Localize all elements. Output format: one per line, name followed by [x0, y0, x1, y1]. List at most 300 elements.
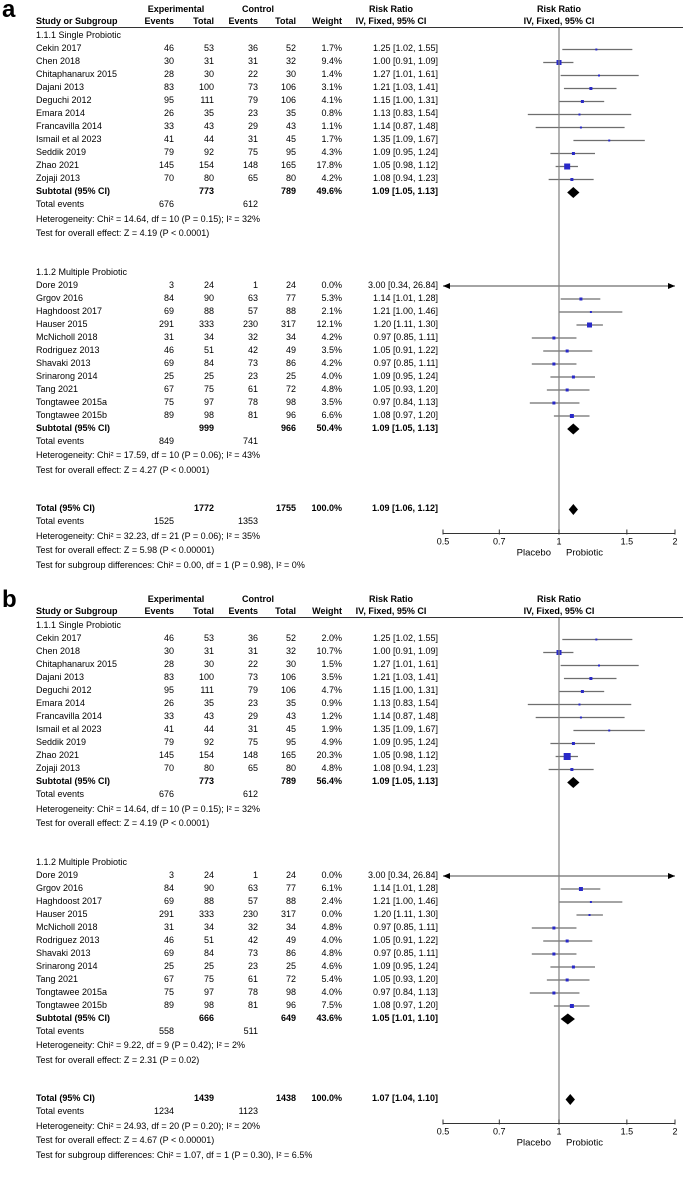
total-events-ctrl: 741	[242, 435, 258, 446]
axis-tick-label: 0.5	[436, 536, 450, 547]
axis-tick-label: 2	[672, 1126, 678, 1137]
exp-total: 92	[203, 147, 214, 157]
ctrl-total: 1438	[275, 1093, 296, 1103]
study-row	[0, 160, 685, 173]
exp-events: 46	[163, 344, 174, 355]
ctrl-total: 43	[285, 711, 296, 721]
study-row	[0, 961, 685, 974]
study-name: Francavilla 2014	[36, 711, 103, 721]
subtotal-row	[0, 1013, 685, 1026]
total-events-row	[0, 1026, 685, 1041]
total-events-row	[0, 516, 685, 531]
exp-events: 70	[163, 173, 174, 183]
study-row	[0, 397, 685, 410]
weight: 3.1%	[321, 82, 342, 92]
study-name: McNicholl 2018	[36, 921, 98, 932]
ctrl-events: 29	[247, 711, 258, 721]
ctrl-total: 34	[285, 921, 296, 932]
subgroup-title	[0, 620, 685, 633]
weight: 3.5%	[321, 396, 342, 407]
exp-total: 34	[203, 331, 214, 342]
ctrl-total: 106	[280, 685, 296, 695]
study-name: Subtotal (95% CI)	[36, 422, 111, 433]
weight: 4.6%	[321, 960, 342, 971]
risk-ratio-plot-header: Risk Ratio	[536, 4, 581, 14]
ctrl-total: 95	[285, 737, 296, 747]
ctrl-total: 34	[285, 331, 296, 342]
study-name: Dajani 2013	[36, 82, 85, 92]
rr-ci-text: 1.05 [0.98, 1.12]	[372, 750, 438, 760]
study-name: Zojaji 2013	[36, 763, 81, 773]
ctrl-events: 29	[247, 121, 258, 131]
exp-total: 154	[198, 750, 214, 760]
study-name: Tongtawee 2015b	[36, 409, 108, 420]
exp-events: 67	[163, 973, 174, 984]
column-group-header-row	[0, 594, 685, 605]
weight: 4.2%	[321, 357, 342, 368]
ctrl-events: 61	[247, 383, 258, 394]
total-row	[0, 503, 685, 516]
exp-events: 89	[163, 409, 174, 420]
exp-total: 333	[198, 908, 214, 919]
exp-events: 30	[163, 646, 174, 656]
axis-tick-label: 0.7	[493, 536, 506, 547]
ctrl-total: 30	[285, 69, 296, 79]
study-name: Rodriguez 2013	[36, 344, 100, 355]
ctrl-total: 317	[280, 318, 296, 329]
weight: 9.4%	[321, 56, 342, 66]
exp-events: 46	[163, 43, 174, 53]
exp-total: 35	[203, 108, 214, 118]
weight: 4.3%	[321, 147, 342, 157]
study-row	[0, 69, 685, 82]
heterogeneity-line	[0, 1040, 685, 1055]
risk-ratio-column-header: Risk Ratio	[368, 4, 413, 14]
study-row	[0, 987, 685, 1000]
rr-ci-text: 0.97 [0.84, 1.13]	[372, 986, 438, 997]
rr-ci-text: 1.20 [1.11, 1.30]	[373, 318, 438, 329]
overall-effect-line-text: Test for overall effect: Z = 2.31 (P = 0.02)	[36, 1054, 200, 1065]
study-name: Deguchi 2012	[36, 685, 92, 695]
study-row	[0, 685, 685, 698]
ctrl-total: 86	[285, 357, 296, 368]
rr-ci-text: 1.15 [1.00, 1.31]	[372, 685, 438, 695]
exp-events: 3	[168, 869, 174, 880]
weight: 5.4%	[321, 973, 342, 984]
weight: 3.5%	[321, 672, 342, 682]
study-name: Tang 2021	[36, 383, 79, 394]
total-events-row	[0, 789, 685, 804]
weight: 12.1%	[316, 318, 342, 329]
weight: 3.5%	[321, 344, 342, 355]
ctrl-total: 30	[285, 659, 296, 669]
study-name: Ismail et al 2023	[36, 134, 102, 144]
ctrl-total: 1755	[275, 503, 296, 513]
ctrl-events: 75	[247, 737, 258, 747]
exp-events: 41	[163, 134, 174, 144]
ctrl-events: 36	[247, 43, 258, 53]
exp-events-header: Events	[144, 16, 174, 26]
weight: 4.1%	[321, 95, 342, 105]
ctrl-total: 88	[285, 895, 296, 906]
rr-ci-text: 1.08 [0.94, 1.23]	[372, 173, 438, 183]
weight: 0.9%	[321, 698, 342, 708]
study-name: Seddik 2019	[36, 737, 87, 747]
exp-total: 333	[198, 318, 214, 329]
ctrl-total: 72	[285, 973, 296, 984]
study-row	[0, 371, 685, 384]
rr-ci-text: 1.09 [1.05, 1.13]	[371, 422, 438, 433]
study-row	[0, 293, 685, 306]
study-name: Srinarong 2014	[36, 370, 98, 381]
ctrl-events-header: Events	[228, 16, 258, 26]
exp-events: 3	[168, 279, 174, 290]
exp-events: 33	[163, 121, 174, 131]
exp-events: 33	[163, 711, 174, 721]
weight: 1.1%	[321, 121, 342, 131]
ctrl-events: 23	[247, 108, 258, 118]
heterogeneity-line-text: Heterogeneity: Chi² = 14.64, df = 10 (P = 0.15); I² = 32%	[36, 213, 260, 224]
ctrl-total: 77	[285, 292, 296, 303]
subtotal-row	[0, 186, 685, 199]
exp-events: 25	[163, 370, 174, 381]
exp-events: 69	[163, 947, 174, 958]
exp-events: 95	[163, 95, 174, 105]
ctrl-total: 25	[285, 960, 296, 971]
total-events-row	[0, 1106, 685, 1121]
ctrl-events: 230	[242, 908, 258, 919]
overall-effect-line	[0, 228, 685, 243]
study-row	[0, 82, 685, 95]
plot-method-header: IV, Fixed, 95% CI	[523, 16, 595, 26]
ctrl-events: 42	[247, 934, 258, 945]
exp-events: 26	[163, 698, 174, 708]
total-events-label: Total events	[36, 1106, 85, 1116]
study-name: Subtotal (95% CI)	[36, 186, 111, 196]
rr-method-header: IV, Fixed, 95% CI	[355, 606, 427, 616]
exp-events: 70	[163, 763, 174, 773]
exp-total: 1772	[193, 503, 214, 513]
rr-ci-text: 1.14 [0.87, 1.48]	[372, 121, 438, 131]
study-row	[0, 280, 685, 293]
rr-ci-text: 1.13 [0.83, 1.54]	[372, 108, 438, 118]
ctrl-events: 36	[247, 633, 258, 643]
study-name: Ismail et al 2023	[36, 724, 102, 734]
rr-ci-text: 3.00 [0.34, 26.84]	[367, 869, 438, 880]
weight: 20.3%	[316, 750, 342, 760]
study-row	[0, 345, 685, 358]
rr-ci-text: 1.09 [0.95, 1.24]	[372, 737, 438, 747]
exp-total: 24	[203, 279, 214, 290]
rr-ci-text: 1.14 [1.01, 1.28]	[372, 882, 438, 893]
exp-total: 92	[203, 737, 214, 747]
total-events-exp: 1234	[153, 1106, 174, 1116]
exp-total: 90	[203, 882, 214, 893]
heterogeneity-line	[0, 214, 685, 229]
rr-ci-text: 1.05 [0.93, 1.20]	[372, 383, 438, 394]
weight: 49.6%	[316, 186, 342, 196]
ctrl-total: 789	[280, 776, 296, 786]
experimental-group-header: Experimental	[147, 4, 205, 14]
total-events-ctrl: 1353	[237, 516, 258, 526]
study-row	[0, 974, 685, 987]
ctrl-total: 165	[280, 160, 296, 170]
weight: 0.0%	[321, 869, 342, 880]
exp-events: 41	[163, 724, 174, 734]
panel-b-label: b	[2, 586, 17, 613]
study-row	[0, 173, 685, 186]
study-name: Haghdoost 2017	[36, 305, 103, 316]
rr-ci-text: 1.25 [1.02, 1.55]	[372, 43, 438, 53]
weight: 4.9%	[321, 737, 342, 747]
rr-ci-text: 1.14 [1.01, 1.28]	[372, 292, 438, 303]
heterogeneity-line	[0, 804, 685, 819]
exp-total: 51	[203, 934, 214, 945]
heterogeneity-line-text: Heterogeneity: Chi² = 9.22, df = 9 (P = 0.42); I² = 2%	[36, 1040, 245, 1050]
total-events-ctrl: 1123	[238, 1106, 258, 1116]
footer-stat-line	[0, 1150, 685, 1165]
ctrl-total: 106	[280, 95, 296, 105]
ctrl-total: 649	[280, 1012, 296, 1023]
total-events-label: Total events	[36, 789, 85, 799]
ctrl-events: 63	[247, 882, 258, 893]
study-row	[0, 750, 685, 763]
study-name: Tang 2021	[36, 973, 79, 984]
study-row	[0, 358, 685, 371]
weight: 2.0%	[321, 633, 342, 643]
exp-events: 69	[163, 305, 174, 316]
ctrl-total: 966	[280, 422, 296, 433]
rr-ci-text: 1.09 [0.95, 1.24]	[372, 147, 438, 157]
weight: 2.1%	[321, 305, 342, 316]
ctrl-events: 23	[247, 960, 258, 971]
study-name: Dore 2019	[36, 279, 79, 290]
exp-events: 79	[163, 147, 174, 157]
total-row	[0, 1093, 685, 1106]
total-events-exp: 1525	[153, 516, 174, 526]
study-name: Total (95% CI)	[36, 503, 95, 513]
exp-total: 31	[203, 56, 214, 66]
rr-method-header: IV, Fixed, 95% CI	[355, 16, 427, 26]
study-row	[0, 698, 685, 711]
study-row	[0, 43, 685, 56]
ctrl-total: 86	[285, 947, 296, 958]
ctrl-total: 77	[285, 882, 296, 893]
study-name: Hauser 2015	[36, 318, 88, 329]
study-name: Rodriguez 2013	[36, 934, 100, 945]
subtotal-row	[0, 776, 685, 789]
total-events-exp: 849	[158, 435, 174, 446]
footer-stat-line-text: Test for subgroup differences: Chi² = 1.07, df = 1 (P = 0.30), I² = 6.5%	[36, 1149, 313, 1160]
rr-ci-text: 1.21 [1.00, 1.46]	[372, 895, 438, 906]
total-events-label: Total events	[36, 516, 85, 526]
exp-events: 46	[163, 633, 174, 643]
total-events-ctrl: 612	[242, 199, 258, 209]
exp-total: 75	[203, 973, 214, 984]
study-row	[0, 737, 685, 750]
study-row	[0, 121, 685, 134]
study-row	[0, 410, 685, 423]
ctrl-total: 52	[285, 43, 296, 53]
exp-total-header: Total	[193, 16, 214, 26]
rr-ci-text: 3.00 [0.34, 26.84]	[367, 279, 438, 290]
weight: 2.4%	[321, 895, 342, 906]
weight: 1.9%	[321, 724, 342, 734]
column-group-header-row	[0, 4, 685, 15]
rr-ci-text: 1.09 [0.95, 1.24]	[372, 370, 438, 381]
ctrl-total-header: Total	[275, 606, 296, 616]
study-name: Shavaki 2013	[36, 357, 91, 368]
weight: 10.7%	[316, 646, 342, 656]
subtotal-row	[0, 423, 685, 436]
ctrl-total: 98	[285, 986, 296, 997]
rr-ci-text: 1.09 [1.05, 1.13]	[371, 776, 438, 786]
total-events-ctrl: 511	[243, 1025, 258, 1036]
panel-a-label: a	[2, 0, 16, 23]
risk-ratio-plot-header: Risk Ratio	[536, 594, 581, 604]
heterogeneity-line-text: Heterogeneity: Chi² = 17.59, df = 10 (P = 0.06); I² = 43%	[36, 450, 260, 460]
rr-ci-text: 1.35 [1.09, 1.67]	[372, 134, 438, 144]
weight: 4.0%	[321, 370, 342, 381]
footer-stat-line-text: Heterogeneity: Chi² = 32.23, df = 21 (P = 0.06); I² = 35%	[36, 530, 260, 541]
exp-total: 35	[203, 698, 214, 708]
study-row	[0, 319, 685, 332]
rr-ci-text: 1.00 [0.91, 1.09]	[372, 56, 438, 66]
weight: 1.4%	[321, 69, 342, 79]
ctrl-events: 22	[247, 69, 258, 79]
weight: 4.0%	[321, 986, 342, 997]
total-events-exp: 676	[158, 789, 174, 799]
study-name: Zhao 2021	[36, 750, 80, 760]
study-row	[0, 948, 685, 961]
heterogeneity-line	[0, 450, 685, 465]
study-name: Haghdoost 2017	[36, 895, 103, 906]
study-row	[0, 922, 685, 935]
ctrl-events-header: Events	[228, 606, 258, 616]
ctrl-events: 148	[242, 160, 258, 170]
ctrl-total: 35	[285, 698, 296, 708]
rr-ci-text: 1.21 [1.00, 1.46]	[372, 305, 438, 316]
study-row	[0, 672, 685, 685]
ctrl-events: 79	[247, 95, 258, 105]
exp-events: 25	[163, 960, 174, 971]
exp-events: 28	[163, 69, 174, 79]
weight: 6.6%	[321, 409, 342, 420]
exp-total: 84	[203, 947, 214, 958]
study-row	[0, 384, 685, 397]
weight: 56.4%	[316, 776, 342, 786]
exp-total: 1439	[193, 1093, 214, 1103]
rr-ci-text: 0.97 [0.85, 1.11]	[373, 331, 438, 342]
exp-total: 90	[203, 292, 214, 303]
study-name: Emara 2014	[36, 108, 86, 118]
panel-b	[0, 586, 685, 1180]
exp-total: 666	[198, 1012, 214, 1023]
weight: 0.0%	[321, 908, 342, 919]
exp-total: 111	[200, 685, 214, 695]
study-name: Total (95% CI)	[36, 1093, 95, 1103]
exp-total: 44	[203, 724, 214, 734]
risk-ratio-column-header: Risk Ratio	[368, 594, 413, 604]
exp-events: 31	[163, 331, 174, 342]
rr-ci-text: 1.08 [0.97, 1.20]	[372, 409, 438, 420]
study-name: Tongtawee 2015b	[36, 999, 108, 1010]
exp-events: 291	[158, 318, 174, 329]
exp-total: 773	[198, 186, 214, 196]
exp-events: 83	[163, 672, 174, 682]
exp-events: 46	[163, 934, 174, 945]
ctrl-total: 80	[285, 173, 296, 183]
exp-events: 89	[163, 999, 174, 1010]
axis-tick-label: 1	[556, 536, 562, 547]
exp-total: 31	[203, 646, 214, 656]
overall-effect-line	[0, 818, 685, 833]
study-name: Chen 2018	[36, 646, 81, 656]
rr-ci-text: 1.05 [0.91, 1.22]	[372, 344, 438, 355]
study-row	[0, 633, 685, 646]
overall-effect-line	[0, 1055, 685, 1070]
column-header-row	[0, 16, 685, 27]
ctrl-total-header: Total	[275, 16, 296, 26]
exp-events: 31	[163, 921, 174, 932]
ctrl-events: 32	[247, 921, 258, 932]
exp-total: 100	[198, 672, 214, 682]
study-name: Cekin 2017	[36, 633, 82, 643]
exp-total: 98	[203, 999, 214, 1010]
ctrl-events: 230	[242, 318, 258, 329]
study-column-header: Study or Subgroup	[36, 606, 118, 616]
ctrl-total: 80	[285, 763, 296, 773]
exp-total: 97	[203, 396, 214, 407]
weight: 7.5%	[321, 999, 342, 1010]
ctrl-total: 32	[285, 646, 296, 656]
exp-events: 75	[163, 986, 174, 997]
axis-tick-label: 1.5	[620, 536, 634, 547]
axis-left-label: Placebo	[516, 547, 551, 559]
rr-ci-text: 1.21 [1.03, 1.41]	[372, 82, 438, 92]
study-row	[0, 306, 685, 319]
ctrl-events: 65	[247, 763, 258, 773]
ctrl-events: 79	[247, 685, 258, 695]
rr-ci-text: 1.08 [0.97, 1.20]	[372, 999, 438, 1010]
rr-ci-text: 1.21 [1.03, 1.41]	[372, 672, 438, 682]
overall-effect-line-text: Test for overall effect: Z = 4.27 (P < 0.0001)	[36, 464, 210, 475]
study-name: McNicholl 2018	[36, 331, 98, 342]
exp-events: 83	[163, 82, 174, 92]
weight: 4.8%	[321, 383, 342, 394]
exp-total: 773	[198, 776, 214, 786]
footer-stat-line-text: Test for overall effect: Z = 4.67 (P < 0.00001)	[36, 1135, 215, 1145]
ctrl-events: 22	[247, 659, 258, 669]
ctrl-events: 73	[247, 672, 258, 682]
study-name: Grgov 2016	[36, 292, 84, 303]
exp-events: 67	[163, 383, 174, 394]
ctrl-total: 25	[285, 370, 296, 381]
study-name: Tongtawee 2015a	[36, 986, 108, 997]
study-name: Hauser 2015	[36, 908, 88, 919]
exp-events: 79	[163, 737, 174, 747]
weight: 1.7%	[321, 43, 342, 53]
ctrl-events: 57	[247, 895, 258, 906]
axis-tick-label: 1.5	[620, 1126, 634, 1137]
ctrl-events: 75	[247, 147, 258, 157]
weight: 0.0%	[321, 279, 342, 290]
exp-events: 84	[163, 882, 174, 893]
exp-total: 80	[203, 763, 214, 773]
exp-events: 291	[158, 908, 174, 919]
study-name: Cekin 2017	[36, 43, 82, 53]
study-row	[0, 896, 685, 909]
